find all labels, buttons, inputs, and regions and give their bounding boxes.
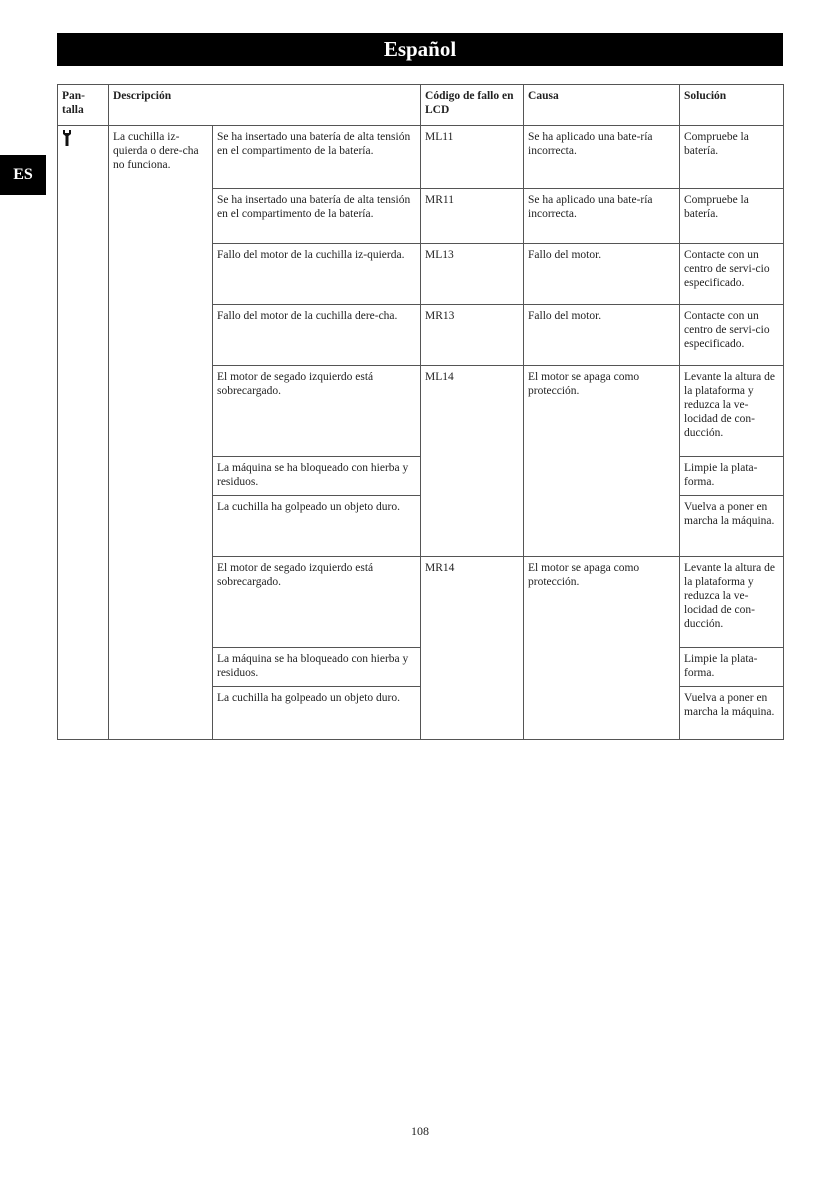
code-cell: MR13 [421, 305, 524, 366]
solution-cell: Levante la altura de la plataforma y reduzca la ve-locidad de con-ducción. [680, 557, 784, 648]
col-header-description: Descripción [109, 85, 421, 126]
detail-cell: La máquina se ha bloqueado con hierba y residuos. [213, 648, 421, 687]
solution-cell: Contacte con un centro de servi-cio especificado. [680, 305, 784, 366]
description-cell: La cuchilla iz-quierda o dere-cha no funciona. [109, 126, 213, 740]
language-tab [0, 155, 46, 195]
cause-cell: Se ha aplicado una bate-ría incorrecta. [524, 189, 680, 244]
code-cell: MR14 [421, 557, 524, 740]
detail-cell: Fallo del motor de la cuchilla dere-cha. [213, 305, 421, 366]
solution-cell: Vuelva a poner en marcha la máquina. [680, 496, 784, 557]
solution-cell: Limpie la plata-forma. [680, 457, 784, 496]
code-cell: ML11 [421, 126, 524, 189]
detail-cell: Fallo del motor de la cuchilla iz-quierda. [213, 244, 421, 305]
solution-cell: Compruebe la batería. [680, 126, 784, 189]
col-header-code: Código de fallo en LCD [421, 85, 524, 126]
detail-cell: La cuchilla ha golpeado un objeto duro. [213, 687, 421, 740]
solution-cell: Limpie la plata-forma. [680, 648, 784, 687]
cause-cell: Se ha aplicado una bate-ría incorrecta. [524, 126, 680, 189]
code-cell: MR11 [421, 189, 524, 244]
cause-cell: Fallo del motor. [524, 244, 680, 305]
col-header-screen: Pan- talla [58, 85, 109, 126]
col-header-cause: Causa [524, 85, 680, 126]
detail-cell: El motor de segado izquierdo está sobrecargado. [213, 557, 421, 648]
fault-table [57, 84, 784, 740]
cause-cell: El motor se apaga como protección. [524, 366, 680, 557]
solution-cell: Vuelva a poner en marcha la máquina. [680, 687, 784, 740]
solution-cell: Compruebe la batería. [680, 189, 784, 244]
code-cell: ML14 [421, 366, 524, 557]
solution-cell: Contacte con un centro de servi-cio especificado. [680, 244, 784, 305]
solution-cell: Levante la altura de la plataforma y reduzca la ve-locidad de con-ducción. [680, 366, 784, 457]
table-header-row [58, 85, 784, 126]
detail-cell: La cuchilla ha golpeado un objeto duro. [213, 496, 421, 557]
section-title-bar [57, 33, 783, 66]
detail-cell: La máquina se ha bloqueado con hierba y residuos. [213, 457, 421, 496]
detail-cell: Se ha insertado una batería de alta tensión en el compartimento de la batería. [213, 189, 421, 244]
cause-cell: El motor se apaga como protección. [524, 557, 680, 740]
page-number: 108 [411, 1124, 429, 1138]
detail-cell: Se ha insertado una batería de alta tensión en el compartimento de la batería. [213, 126, 421, 189]
cause-cell: Fallo del motor. [524, 305, 680, 366]
col-header-solution: Solución [680, 85, 784, 126]
code-cell: ML13 [421, 244, 524, 305]
section-title: Español [383, 37, 457, 61]
wrench-icon [62, 130, 72, 146]
screen-cell [58, 126, 109, 740]
detail-cell: El motor de segado izquierdo está sobrecargado. [213, 366, 421, 457]
table-row [58, 126, 784, 189]
language-label: ES [13, 166, 33, 183]
